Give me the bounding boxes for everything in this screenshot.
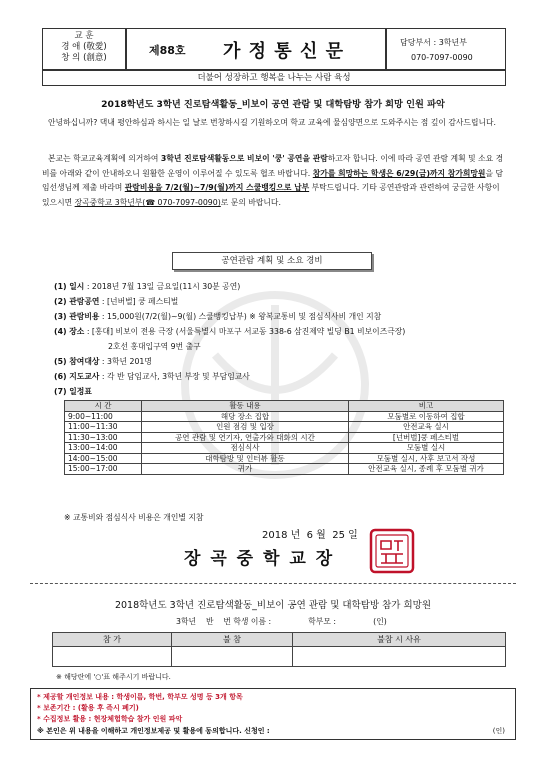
reply-hint: ※ 해당란에 '○'표 해주시기 바랍니다.: [56, 673, 171, 681]
schedule-activity: 대학탐방 및 인터뷰 활동: [142, 453, 349, 464]
section-title-box: [172, 252, 372, 270]
privacy-line-2: * 보존기간 : (활용 후 즉시 폐기): [37, 704, 139, 712]
schedule-table: [64, 400, 504, 475]
item-performance: (2) 관람공연 : [넌버벌] 쿵 페스티벌: [54, 297, 179, 306]
schedule-activity: 인원 점검 및 입장: [142, 422, 349, 433]
student-info-line: 3학년 반 번 학생 이름 : 학부모 : (인): [176, 617, 387, 626]
motto-box: [42, 28, 126, 70]
reply-title: 2018학년도 3학년 진로탐색활동_비보이 공연 관람 및 대학탐방 참가 희망원: [114, 600, 432, 611]
motto-line2: 창 의 (創意): [61, 53, 107, 63]
schedule-activity: 공연 관람 및 연기자, 연출가와 대화의 시간: [142, 432, 349, 443]
intro-p2-h: 장곡중학교 3학년부(☎ 070-7097-0090): [74, 197, 221, 207]
table-row: [65, 422, 504, 433]
cut-line: [30, 583, 516, 584]
item-cost: (3) 관람비용 : 15,000원(7/2(월)~9(월) 스쿨뱅킹납부) ※ 왕복교통비 및 점심식사비 개인 지참: [54, 312, 382, 321]
privacy-seal-mark: (인): [492, 727, 505, 735]
reply-header-row: [53, 633, 506, 647]
privacy-line-4: ※ 본인은 위 내용을 이해하고 개인정보제공 및 활용에 동의합니다. 신청인 :: [37, 727, 270, 735]
dept-phone: 070-7097-0090: [411, 53, 473, 62]
issue-number: 제88호: [149, 44, 186, 57]
item-teachers: (6) 지도교사 : 각 반 담임교사, 3학년 부장 및 부담임교사: [54, 372, 250, 381]
reason-cell[interactable]: [293, 647, 506, 667]
schedule-note: 안전교육 실시, 종례 후 모둠별 귀가: [349, 464, 504, 475]
slogan-box: [42, 70, 506, 86]
schedule-note: 안전교육 실시: [349, 422, 504, 433]
item-place-subway: 2호선 홍대입구역 9번 출구: [108, 342, 201, 351]
items-list: [54, 281, 514, 401]
principal-name: 장 곡 중 학 교 장: [184, 549, 335, 569]
reply-header-absent: 불 참: [172, 633, 293, 647]
cost-note: ※ 교통비와 점심식사 비용은 개인별 지참: [64, 513, 204, 522]
slogan: 더불어 성장하고 행복을 나누는 사람 육성: [197, 73, 351, 83]
intro-paragraph-1: 안녕하십니까? 댁내 평안하심과 하시는 일 날로 번창하시길 기원하오며 학교 교육에 물심양면으로 도와주시는 점 깊이 감사드립니다.: [48, 118, 497, 127]
item-date: (1) 일시 : 2018년 7월 13일 금요일(11시 30분 공연): [54, 282, 241, 291]
privacy-line-1: * 제공할 개인정보 내용 : 학생이름, 학번, 학부모 성명 등 3개 항목: [37, 693, 243, 701]
schedule-activity: 귀가: [142, 464, 349, 475]
schedule-header: 비고: [349, 401, 504, 412]
schedule-time: 13:00~14:00: [65, 443, 142, 454]
item-place: (4) 장소 : [홍대] 비보이 전용 극장 (서울특별시 마포구 서교동 338-6 삼진제약 빌딩 B1 비보이즈극장): [54, 327, 406, 336]
table-row: [65, 453, 504, 464]
section-title: 공연관람 계획 및 소요 경비: [221, 256, 323, 266]
table-row: [65, 464, 504, 475]
reply-table: [52, 632, 506, 667]
title-box: [126, 28, 386, 70]
absent-cell[interactable]: [172, 647, 293, 667]
intro-p2-f: 관람비용을 7/2(월)~7/9(월)까지 스쿨뱅킹으로 납부: [124, 183, 310, 193]
schedule-activity: 해당 장소 집합: [142, 411, 349, 422]
schedule-header: 시 간: [65, 401, 142, 412]
schedule-header-row: [65, 401, 504, 412]
reply-header-reason: 불참 시 사유: [293, 633, 506, 647]
schedule-time: 9:00~11:00: [65, 411, 142, 422]
schedule-time: 11:00~11:30: [65, 422, 142, 433]
main-title: 2018학년도 3학년 진로탐색활동_비보이 공연 관람 및 대학탐방 참가 희망 인원 파악: [101, 99, 445, 110]
intro-p2-d: 참가를 희망하는 학생은 6/29(금)까지 참가희망원: [312, 168, 486, 178]
schedule-time: 14:00~15:00: [65, 453, 142, 464]
table-row: [65, 443, 504, 454]
item-schedule-label: (7) 일정표: [54, 387, 92, 396]
motto-line1: 경 애 (敬愛): [61, 42, 107, 52]
dept-name: 담당부서 : 3학년부: [400, 38, 467, 47]
schedule-header: 활동 내용: [142, 401, 349, 412]
intro-p2-a: 본교는 학교교육계획에 의거하여: [48, 154, 161, 163]
principal-seal: [368, 527, 416, 575]
table-row: [65, 411, 504, 422]
motto-title: 교 훈: [74, 31, 94, 41]
newsletter-title: 가 정 통 신 문: [223, 41, 345, 62]
attend-cell[interactable]: [53, 647, 172, 667]
schedule-note: 모둠별로 이동하여 집합: [349, 411, 504, 422]
intro-paragraph-2: [42, 152, 504, 210]
schedule-note: 모둠별 실시, 사후 보고서 작성: [349, 453, 504, 464]
schedule-time: 15:00~17:00: [65, 464, 142, 475]
reply-header-attend: 참 가: [53, 633, 172, 647]
reply-input-row: [53, 647, 506, 667]
privacy-box: [30, 688, 516, 740]
intro-p2-c: 하고자 합니다. 이에 따라 공연 관람 계획 및 소요 경비를 아래와 같이 안내하오니 원활한 운영이 이루어질 수 있도록 협조 바랍니다.: [42, 154, 504, 178]
intro-p2-b: 3학년 진로탐색활동으로 비보이 '쿵' 공연을 관람: [160, 154, 328, 163]
privacy-line-3: * 수집정보 활용 : 현장체험학습 참가 인원 파악: [37, 715, 183, 723]
schedule-note: [넌버벌]쿵 페스티벌: [349, 432, 504, 443]
dept-box: [386, 28, 506, 70]
schedule-time: 11:30~13:00: [65, 432, 142, 443]
intro-p2-g: 부탁드립니다. 기타 공연관람과 관련하여 궁금한 사항이 있으시면: [42, 183, 500, 207]
table-row: [65, 432, 504, 443]
intro-p2-i: 로 문의 바랍니다.: [220, 197, 281, 207]
schedule-note: 모둠별 실시: [349, 443, 504, 454]
item-target: (5) 참여대상 : 3학년 201명: [54, 357, 152, 366]
schedule-activity: 점심식사: [142, 443, 349, 454]
issue-date: 2018 년 6 월 25 일: [262, 530, 358, 541]
intro-p2-e: 을 담임선생님께 제출 바라며: [42, 168, 503, 193]
